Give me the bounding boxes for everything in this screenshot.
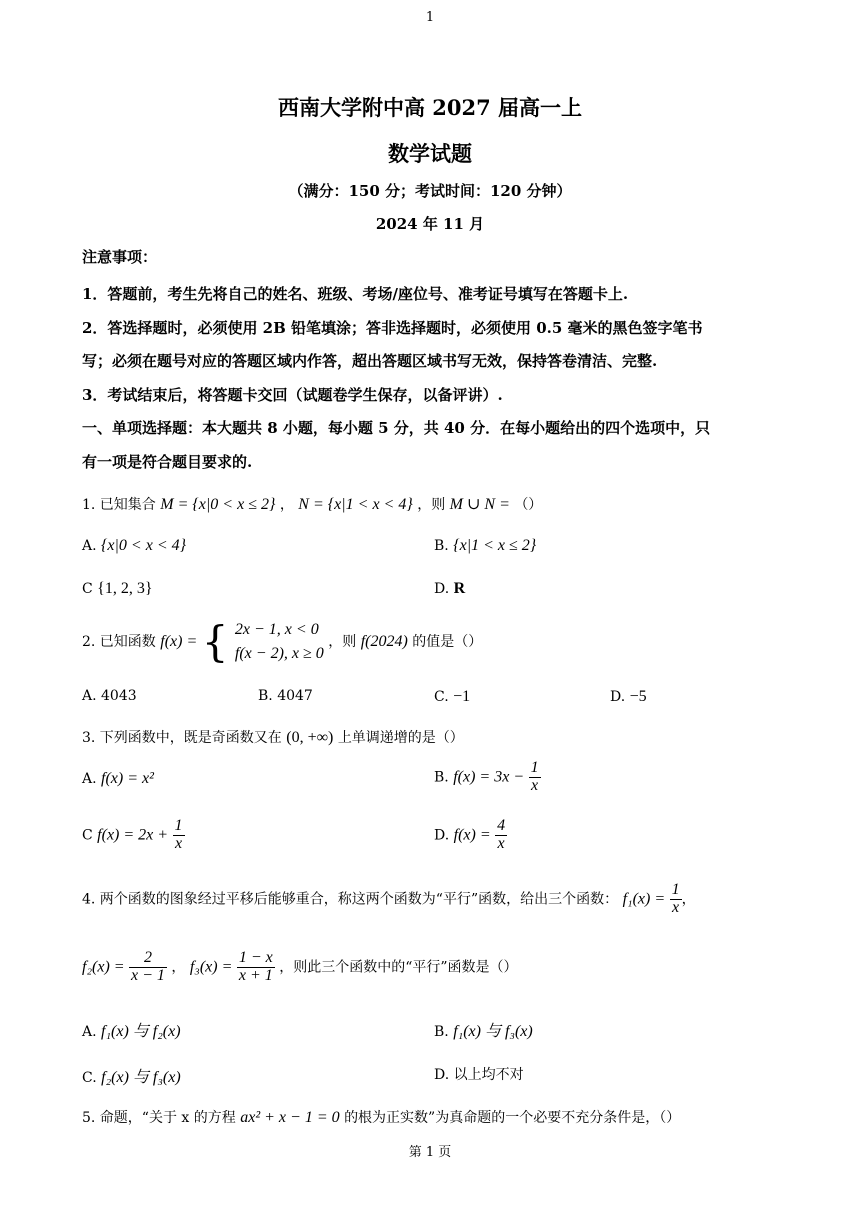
q2-option-c: [434, 688, 470, 706]
q1-option-c: [82, 580, 153, 598]
option-value: −5: [629, 688, 647, 705]
question-4: [82, 882, 696, 917]
denominator: x: [529, 777, 541, 795]
numerator: 2: [143, 949, 152, 966]
option-value: f(x) = 3x −: [453, 768, 525, 786]
notice-item-1: 1．答题前，考生先将自己的姓名、班级、考场/座位号、准考证号填写在答题卡上.: [82, 285, 629, 303]
q3-option-c: [82, 818, 185, 853]
q1-option-b: [434, 537, 536, 555]
q3-option-d: [434, 818, 507, 853]
section-1-line-1: 一、单项选择题：本大题共 8 小题，每小题 5 分，共 40 分．在每小题给出的四个选项中，只: [82, 419, 711, 437]
option-label: B.: [434, 769, 449, 786]
option-label: C: [82, 827, 93, 844]
fraction: [529, 760, 541, 795]
question-3: [82, 727, 464, 747]
notice-heading: 注意事项：: [82, 248, 158, 266]
page-number-top: 1: [425, 10, 435, 25]
fraction: [173, 818, 185, 853]
q4-f3: f₃(x) =: [189, 958, 233, 976]
option-label: A.: [82, 538, 97, 554]
denominator: x − 1: [131, 966, 165, 984]
q2-option-d: [610, 688, 647, 706]
q4-trailing-comma: ，: [681, 891, 696, 908]
numerator: 4: [497, 817, 506, 834]
q1-set-m: M = {x|0 < x ≤ 2}: [160, 496, 276, 513]
option-value: −1: [453, 688, 471, 705]
exam-date: 2024 年 11 月: [375, 215, 485, 233]
denominator: x: [670, 899, 682, 917]
q3-suffix: 上单调递增的是（）: [337, 730, 464, 746]
option-label: A.: [82, 771, 97, 787]
section-1-line-2: 有一项是符合题目要求的.: [82, 453, 253, 471]
page-footer: 第 1 页: [408, 1145, 452, 1160]
question-4-line-2: [82, 950, 518, 985]
denominator: x + 1: [238, 966, 273, 984]
q4-option-a: [82, 1018, 181, 1041]
q3-prefix: 3. 下列函数中，既是奇函数又在: [82, 730, 282, 746]
q1-prefix: 1. 已知集合: [82, 497, 156, 513]
question-2: [82, 618, 482, 666]
page-title: 西南大学附中高 2027 届高一上: [277, 95, 583, 120]
option-label: B.: [434, 538, 449, 554]
option-label: A.: [82, 1024, 97, 1040]
option-value: f₂(x) 与 f₃(x): [101, 1069, 181, 1086]
q5-suffix: 的根为正实数”为真命题的一个必要不充分条件是，（）: [344, 1110, 681, 1126]
option-label: D.: [434, 581, 450, 597]
fraction: [237, 950, 275, 985]
option-value: {1, 2, 3}: [97, 580, 153, 597]
numerator: 1: [530, 759, 539, 776]
option-label: C: [82, 581, 93, 597]
q4-option-d: [434, 1064, 524, 1084]
denominator: x: [495, 835, 507, 853]
q2-cases: [235, 618, 324, 666]
option-value: {x|0 < x < 4}: [101, 537, 187, 554]
q4-sep: ，: [171, 959, 186, 976]
option-label: C.: [82, 1070, 97, 1086]
q4-option-c: [82, 1064, 181, 1087]
denominator: x: [173, 835, 185, 853]
q1-option-a: [82, 537, 186, 555]
option-value: f(x) =: [453, 826, 491, 844]
q4-suffix: ，则此三个函数中的“平行”函数是（）: [279, 959, 518, 976]
notice-item-3: 3．考试结束后，将答题卡交回（试题卷学生保存，以备评讲）.: [82, 386, 503, 404]
q2-fx: f(x) =: [160, 633, 198, 650]
fraction: [495, 818, 507, 853]
option-label: D.: [434, 827, 450, 844]
q4-text: 4. 两个函数的图象经过平移后能够重合，称这两个函数为“平行”函数，给出三个函数：: [82, 891, 619, 908]
q3-option-b: [434, 760, 541, 795]
q2-case-2: f(x − 2), x ≥ 0: [234, 645, 324, 662]
q1-blank: （）: [514, 497, 543, 513]
q2-then: ，则: [328, 634, 357, 650]
q5-prefix: 5. 命题，“关于 x 的方程: [82, 1110, 236, 1126]
option-label: C.: [434, 689, 449, 705]
option-label: D.: [434, 1067, 450, 1083]
left-brace-icon: {: [201, 617, 229, 666]
notice-item-2-line-2: 写；必须在题号对应的答题区域内作答，超出答题区域书写无效，保持答卷清洁、完整.: [82, 352, 658, 370]
fraction: [670, 882, 682, 917]
q2-option-a: A. 4043: [82, 688, 137, 704]
q2-prefix: 2. 已知函数: [82, 634, 156, 650]
q2-target: f(2024): [360, 633, 408, 650]
q1-option-d: [434, 580, 465, 598]
q1-then: ，则: [417, 497, 446, 513]
numerator: 1 − x: [238, 949, 273, 966]
q1-expression: M ∪ N =: [449, 496, 510, 513]
q2-case-1: 2x − 1, x < 0: [234, 621, 319, 638]
q2-option-b: B. 4047: [258, 688, 313, 704]
q4-f2: f₂(x) =: [82, 958, 125, 976]
question-5: [82, 1107, 680, 1127]
option-value: f₁(x) 与 f₃(x): [453, 1023, 533, 1040]
q5-equation: ax² + x − 1 = 0: [240, 1109, 340, 1126]
option-value: f(x) = 2x +: [97, 826, 169, 844]
option-label: D.: [610, 689, 626, 705]
option-value: {x|1 < x ≤ 2}: [453, 537, 537, 554]
numerator: 1: [174, 817, 183, 834]
numerator: 1: [671, 881, 680, 898]
q1-set-n: N = {x|1 < x < 4}: [298, 496, 413, 513]
exam-info: （满分：150 分；考试时间：120 分钟）: [288, 182, 572, 200]
q4-f1: f₁(x) =: [622, 890, 666, 908]
page-subtitle: 数学试题: [388, 141, 472, 166]
option-value: f₁(x) 与 f₂(x): [101, 1023, 181, 1040]
q4-option-b: [434, 1018, 533, 1041]
option-value: f(x) = x²: [101, 770, 154, 787]
option-label: B.: [434, 1024, 449, 1040]
q2-suffix: 的值是（）: [412, 634, 483, 650]
fraction: [129, 950, 167, 985]
q1-comma: ，: [279, 497, 294, 513]
q3-option-a: [82, 770, 154, 788]
q3-interval: (0, +∞): [286, 729, 334, 746]
option-value: R: [453, 580, 466, 597]
option-value: 以上均不对: [453, 1067, 524, 1083]
notice-item-2-line-1: 2．答选择题时，必须使用 2B 铅笔填涂；答非选择题时，必须使用 0.5 毫米的黑色签字笔书: [82, 319, 703, 337]
question-1: [82, 494, 542, 514]
